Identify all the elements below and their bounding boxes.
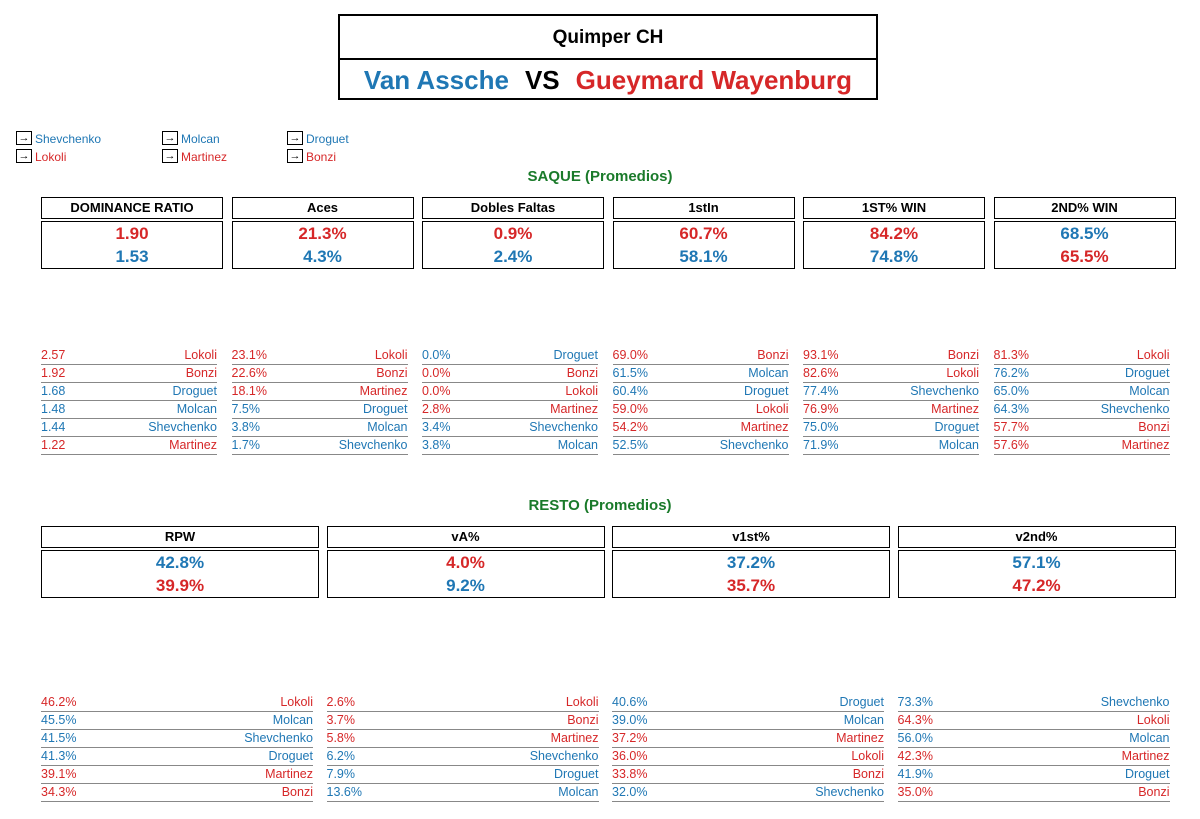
arrow-icon: →: [16, 149, 32, 163]
ranking-value: 57.6%: [993, 438, 1029, 452]
ranking-value: 3.8%: [231, 420, 260, 434]
list-item: [613, 437, 789, 455]
metric-value-top: 21.3%: [298, 224, 347, 243]
ranking-value: 59.0%: [612, 402, 648, 416]
metric-label: Dobles Faltas: [422, 197, 604, 219]
match-title-box: [338, 14, 878, 100]
saque-ranking-list-0: [41, 347, 217, 455]
list-item: [613, 347, 789, 365]
ranking-value: 1.68: [41, 384, 66, 398]
ranking-value: 64.3%: [993, 402, 1029, 416]
list-item: [994, 365, 1170, 383]
legend-item-martinez: [162, 149, 227, 165]
match-players: [340, 60, 876, 100]
ranking-player-name: Droguet: [172, 384, 217, 398]
ranking-value: 37.2%: [612, 731, 648, 745]
ranking-value: 7.9%: [326, 767, 355, 781]
ranking-value: 0.0%: [422, 366, 451, 380]
list-item: [41, 401, 217, 419]
list-item: [803, 437, 979, 455]
ranking-value: 41.5%: [41, 731, 77, 745]
ranking-value: 46.2%: [41, 695, 77, 709]
list-item: [613, 365, 789, 383]
player-b-name: Gueymard Wayenburg: [575, 65, 853, 95]
ranking-value: 76.9%: [803, 402, 839, 416]
ranking-player-name: Lokoli: [565, 384, 598, 398]
resto-ranking-list-0: [41, 694, 313, 802]
list-item: [612, 748, 884, 766]
saque-card-1: [232, 197, 414, 269]
saque-card-0: [41, 197, 223, 269]
saque-ranking-list-5: [994, 347, 1170, 455]
ranking-value: 3.7%: [326, 713, 355, 727]
list-item: [327, 766, 599, 784]
ranking-player-name: Molcan: [1129, 384, 1170, 398]
ranking-player-name: Droguet: [363, 402, 408, 416]
list-item: [422, 347, 598, 365]
ranking-value: 81.3%: [993, 348, 1029, 362]
saque-ranking-list-1: [232, 347, 408, 455]
ranking-player-name: Molcan: [938, 438, 979, 452]
ranking-value: 36.0%: [612, 749, 648, 763]
list-item: [327, 730, 599, 748]
metric-value-top: 68.5%: [1060, 224, 1109, 243]
list-item: [612, 730, 884, 748]
ranking-player-name: Lokoli: [280, 695, 313, 709]
ranking-player-name: Bonzi: [567, 713, 599, 727]
metric-value-top: 0.9%: [493, 224, 533, 243]
ranking-player-name: Martinez: [265, 767, 313, 781]
list-item: [803, 383, 979, 401]
ranking-value: 73.3%: [897, 695, 933, 709]
list-item: [612, 712, 884, 730]
metric-value-bottom: 39.9%: [155, 576, 205, 595]
ranking-value: 64.3%: [897, 713, 933, 727]
metric-values: [41, 221, 223, 269]
ranking-player-name: Martinez: [931, 402, 979, 416]
ranking-value: 0.0%: [422, 348, 451, 362]
ranking-player-name: Droguet: [554, 767, 599, 781]
legend-player-name: Bonzi: [306, 150, 337, 164]
arrow-icon: →: [162, 149, 178, 163]
saque-card-2: [422, 197, 604, 269]
resto-ranking-list-2: [612, 694, 884, 802]
list-item: [994, 383, 1170, 401]
ranking-player-name: Lokoli: [946, 366, 979, 380]
ranking-player-name: Molcan: [843, 713, 884, 727]
ranking-player-name: Droguet: [839, 695, 884, 709]
legend-player-name: Molcan: [181, 132, 220, 146]
resto-card-2: [612, 526, 890, 598]
ranking-value: 18.1%: [231, 384, 267, 398]
ranking-value: 6.2%: [326, 749, 355, 763]
metric-value-bottom: 2.4%: [493, 247, 533, 266]
ranking-value: 33.8%: [612, 767, 648, 781]
list-item: [994, 401, 1170, 419]
metric-values: [422, 221, 604, 269]
ranking-value: 60.4%: [612, 384, 648, 398]
metric-label: DOMINANCE RATIO: [41, 197, 223, 219]
metric-value-bottom: 74.8%: [869, 247, 919, 266]
metric-label: vA%: [327, 526, 605, 548]
list-item: [803, 365, 979, 383]
ranking-value: 32.0%: [612, 785, 648, 799]
list-item: [232, 347, 408, 365]
ranking-player-name: Molcan: [176, 402, 217, 416]
legend-player-name: Lokoli: [35, 150, 67, 164]
saque-card-5: [994, 197, 1176, 269]
list-item: [41, 365, 217, 383]
list-item: [232, 401, 408, 419]
ranking-player-name: Bonzi: [281, 785, 313, 799]
list-item: [422, 401, 598, 419]
list-item: [803, 419, 979, 437]
saque-section-title: SAQUE (Promedios): [527, 168, 673, 185]
ranking-value: 82.6%: [803, 366, 839, 380]
ranking-value: 61.5%: [612, 366, 648, 380]
ranking-value: 1.48: [41, 402, 66, 416]
ranking-value: 40.6%: [612, 695, 648, 709]
list-item: [898, 712, 1170, 730]
ranking-player-name: Martinez: [359, 384, 408, 398]
ranking-player-name: Droguet: [1125, 366, 1170, 380]
list-item: [232, 419, 408, 437]
saque-ranking-list-4: [803, 347, 979, 455]
list-item: [898, 730, 1170, 748]
ranking-value: 1.44: [41, 420, 66, 434]
ranking-player-name: Molcan: [558, 785, 599, 799]
ranking-value: 23.1%: [231, 348, 267, 362]
list-item: [803, 401, 979, 419]
metric-values: [994, 221, 1176, 269]
list-item: [41, 784, 313, 802]
ranking-player-name: Lokoli: [374, 348, 408, 362]
ranking-player-name: Shevchenko: [244, 731, 313, 745]
ranking-player-name: Bonzi: [376, 366, 408, 380]
ranking-player-name: Martinez: [550, 731, 599, 745]
ranking-player-name: Martinez: [836, 731, 884, 745]
metric-values: [613, 221, 795, 269]
arrow-icon: →: [16, 131, 32, 145]
ranking-player-name: Bonzi: [1138, 785, 1170, 799]
ranking-player-name: Martinez: [169, 438, 217, 452]
metric-values: [327, 550, 605, 598]
ranking-player-name: Lokoli: [851, 749, 884, 763]
ranking-value: 0.0%: [422, 384, 451, 398]
legend-item-droguet: [287, 131, 349, 147]
metric-label: Aces: [232, 197, 414, 219]
ranking-player-name: Shevchenko: [1100, 695, 1170, 709]
ranking-value: 57.7%: [993, 420, 1029, 434]
ranking-player-name: Molcan: [367, 420, 408, 434]
ranking-player-name: Molcan: [272, 713, 313, 727]
ranking-player-name: Droguet: [934, 420, 979, 434]
list-item: [898, 694, 1170, 712]
saque-card-3: [613, 197, 795, 269]
ranking-value: 41.3%: [41, 749, 77, 763]
metric-label: v2nd%: [898, 526, 1176, 548]
list-item: [422, 419, 598, 437]
list-item: [994, 437, 1170, 455]
metric-values: [612, 550, 890, 598]
tournament-name: Quimper CH: [340, 16, 876, 60]
ranking-value: 39.0%: [612, 713, 648, 727]
ranking-player-name: Shevchenko: [719, 438, 789, 452]
metric-label: 1ST% WIN: [803, 197, 985, 219]
list-item: [41, 712, 313, 730]
ranking-player-name: Lokoli: [184, 348, 217, 362]
metric-value-bottom: 35.7%: [726, 576, 776, 595]
legend-item-molcan: [162, 131, 220, 147]
saque-ranking-list-2: [422, 347, 598, 455]
ranking-player-name: Droguet: [744, 384, 789, 398]
ranking-value: 13.6%: [326, 785, 362, 799]
ranking-value: 2.6%: [326, 695, 355, 709]
metric-value-top: 4.0%: [446, 553, 485, 572]
list-item: [327, 748, 599, 766]
ranking-player-name: Martinez: [740, 420, 789, 434]
metric-value-top: 57.1%: [1012, 553, 1061, 572]
ranking-value: 41.9%: [897, 767, 933, 781]
ranking-player-name: Lokoli: [755, 402, 789, 416]
legend-item-bonzi: [287, 149, 336, 165]
ranking-value: 2.57: [41, 348, 66, 362]
metric-label: 1stIn: [613, 197, 795, 219]
ranking-player-name: Shevchenko: [529, 749, 599, 763]
list-item: [41, 766, 313, 784]
ranking-player-name: Droguet: [1125, 767, 1170, 781]
metric-value-bottom: 1.53: [115, 247, 149, 266]
list-item: [41, 419, 217, 437]
legend-item-shevchenko: [16, 131, 101, 147]
ranking-player-name: Molcan: [1129, 731, 1170, 745]
resto-section-title: RESTO (Promedios): [528, 497, 672, 514]
list-item: [994, 347, 1170, 365]
ranking-value: 2.8%: [422, 402, 451, 416]
ranking-player-name: Bonzi: [566, 366, 598, 380]
ranking-player-name: Shevchenko: [815, 785, 884, 799]
legend-player-name: Droguet: [306, 132, 349, 146]
metric-value-top: 60.7%: [679, 224, 728, 243]
list-item: [41, 730, 313, 748]
ranking-player-name: Shevchenko: [910, 384, 979, 398]
arrow-icon: →: [287, 131, 303, 145]
ranking-player-name: Shevchenko: [338, 438, 408, 452]
resto-card-3: [898, 526, 1176, 598]
ranking-value: 76.2%: [993, 366, 1029, 380]
ranking-value: 71.9%: [803, 438, 839, 452]
metric-value-bottom: 47.2%: [1012, 576, 1061, 595]
ranking-player-name: Molcan: [557, 438, 598, 452]
metric-value-top: 84.2%: [869, 224, 919, 243]
list-item: [613, 383, 789, 401]
ranking-player-name: Martinez: [550, 402, 598, 416]
ranking-value: 7.5%: [231, 402, 260, 416]
saque-card-4: [803, 197, 985, 269]
ranking-player-name: Martinez: [1121, 749, 1170, 763]
metric-value-bottom: 4.3%: [303, 247, 342, 266]
ranking-value: 77.4%: [803, 384, 839, 398]
metric-label: v1st%: [612, 526, 890, 548]
ranking-value: 54.2%: [612, 420, 648, 434]
list-item: [41, 748, 313, 766]
ranking-player-name: Shevchenko: [1100, 402, 1170, 416]
ranking-value: 65.0%: [993, 384, 1029, 398]
ranking-value: 52.5%: [612, 438, 648, 452]
metric-value-top: 37.2%: [726, 553, 776, 572]
ranking-player-name: Shevchenko: [148, 420, 217, 434]
ranking-player-name: Shevchenko: [529, 420, 598, 434]
legend-player-name: Martinez: [181, 150, 228, 164]
ranking-value: 1.92: [41, 366, 66, 380]
list-item: [612, 784, 884, 802]
metric-label: RPW: [41, 526, 319, 548]
list-item: [327, 694, 599, 712]
list-item: [41, 694, 313, 712]
saque-ranking-list-3: [613, 347, 789, 455]
resto-card-0: [41, 526, 319, 598]
list-item: [898, 766, 1170, 784]
list-item: [803, 347, 979, 365]
ranking-player-name: Lokoli: [565, 695, 599, 709]
ranking-value: 34.3%: [41, 785, 77, 799]
ranking-value: 93.1%: [803, 348, 839, 362]
list-item: [898, 784, 1170, 802]
list-item: [613, 401, 789, 419]
list-item: [327, 712, 599, 730]
ranking-value: 1.22: [41, 438, 66, 452]
ranking-value: 69.0%: [612, 348, 648, 362]
list-item: [232, 437, 408, 455]
metric-value-bottom: 65.5%: [1060, 247, 1109, 266]
list-item: [994, 419, 1170, 437]
ranking-player-name: Bonzi: [1138, 420, 1170, 434]
metric-values: [41, 550, 319, 598]
list-item: [612, 766, 884, 784]
list-item: [327, 784, 599, 802]
metric-values: [803, 221, 985, 269]
player-a-name: Van Assche: [363, 65, 509, 95]
metric-label: 2ND% WIN: [994, 197, 1176, 219]
vs-label: VS: [524, 65, 560, 95]
ranking-value: 45.5%: [41, 713, 77, 727]
metric-value-top: 42.8%: [155, 553, 205, 572]
ranking-value: 1.7%: [231, 438, 260, 452]
ranking-value: 35.0%: [897, 785, 933, 799]
list-item: [422, 365, 598, 383]
legend-item-lokoli: [16, 149, 66, 165]
ranking-player-name: Droguet: [268, 749, 313, 763]
resto-ranking-list-1: [327, 694, 599, 802]
list-item: [41, 347, 217, 365]
arrow-icon: →: [162, 131, 178, 145]
ranking-player-name: Bonzi: [947, 348, 979, 362]
list-item: [41, 383, 217, 401]
metric-values: [898, 550, 1176, 598]
ranking-player-name: Molcan: [748, 366, 789, 380]
list-item: [612, 694, 884, 712]
legend-player-name: Shevchenko: [35, 132, 102, 146]
ranking-player-name: Bonzi: [185, 366, 217, 380]
list-item: [613, 419, 789, 437]
ranking-value: 75.0%: [803, 420, 839, 434]
resto-ranking-list-3: [898, 694, 1170, 802]
ranking-player-name: Lokoli: [1136, 713, 1170, 727]
resto-card-1: [327, 526, 605, 598]
ranking-value: 22.6%: [231, 366, 267, 380]
metric-value-top: 1.90: [115, 224, 149, 243]
list-item: [232, 365, 408, 383]
list-item: [232, 383, 408, 401]
list-item: [41, 437, 217, 455]
arrow-icon: →: [287, 149, 303, 163]
ranking-value: 3.8%: [422, 438, 451, 452]
ranking-player-name: Bonzi: [757, 348, 789, 362]
ranking-value: 3.4%: [422, 420, 451, 434]
ranking-player-name: Droguet: [553, 348, 598, 362]
metric-value-bottom: 9.2%: [446, 576, 485, 595]
list-item: [422, 383, 598, 401]
ranking-value: 42.3%: [897, 749, 933, 763]
ranking-player-name: Lokoli: [1136, 348, 1170, 362]
ranking-player-name: Bonzi: [852, 767, 884, 781]
list-item: [422, 437, 598, 455]
ranking-value: 39.1%: [41, 767, 77, 781]
list-item: [898, 748, 1170, 766]
ranking-value: 56.0%: [897, 731, 933, 745]
metric-value-bottom: 58.1%: [679, 247, 728, 266]
metric-values: [232, 221, 414, 269]
ranking-player-name: Martinez: [1121, 438, 1170, 452]
ranking-value: 5.8%: [326, 731, 355, 745]
